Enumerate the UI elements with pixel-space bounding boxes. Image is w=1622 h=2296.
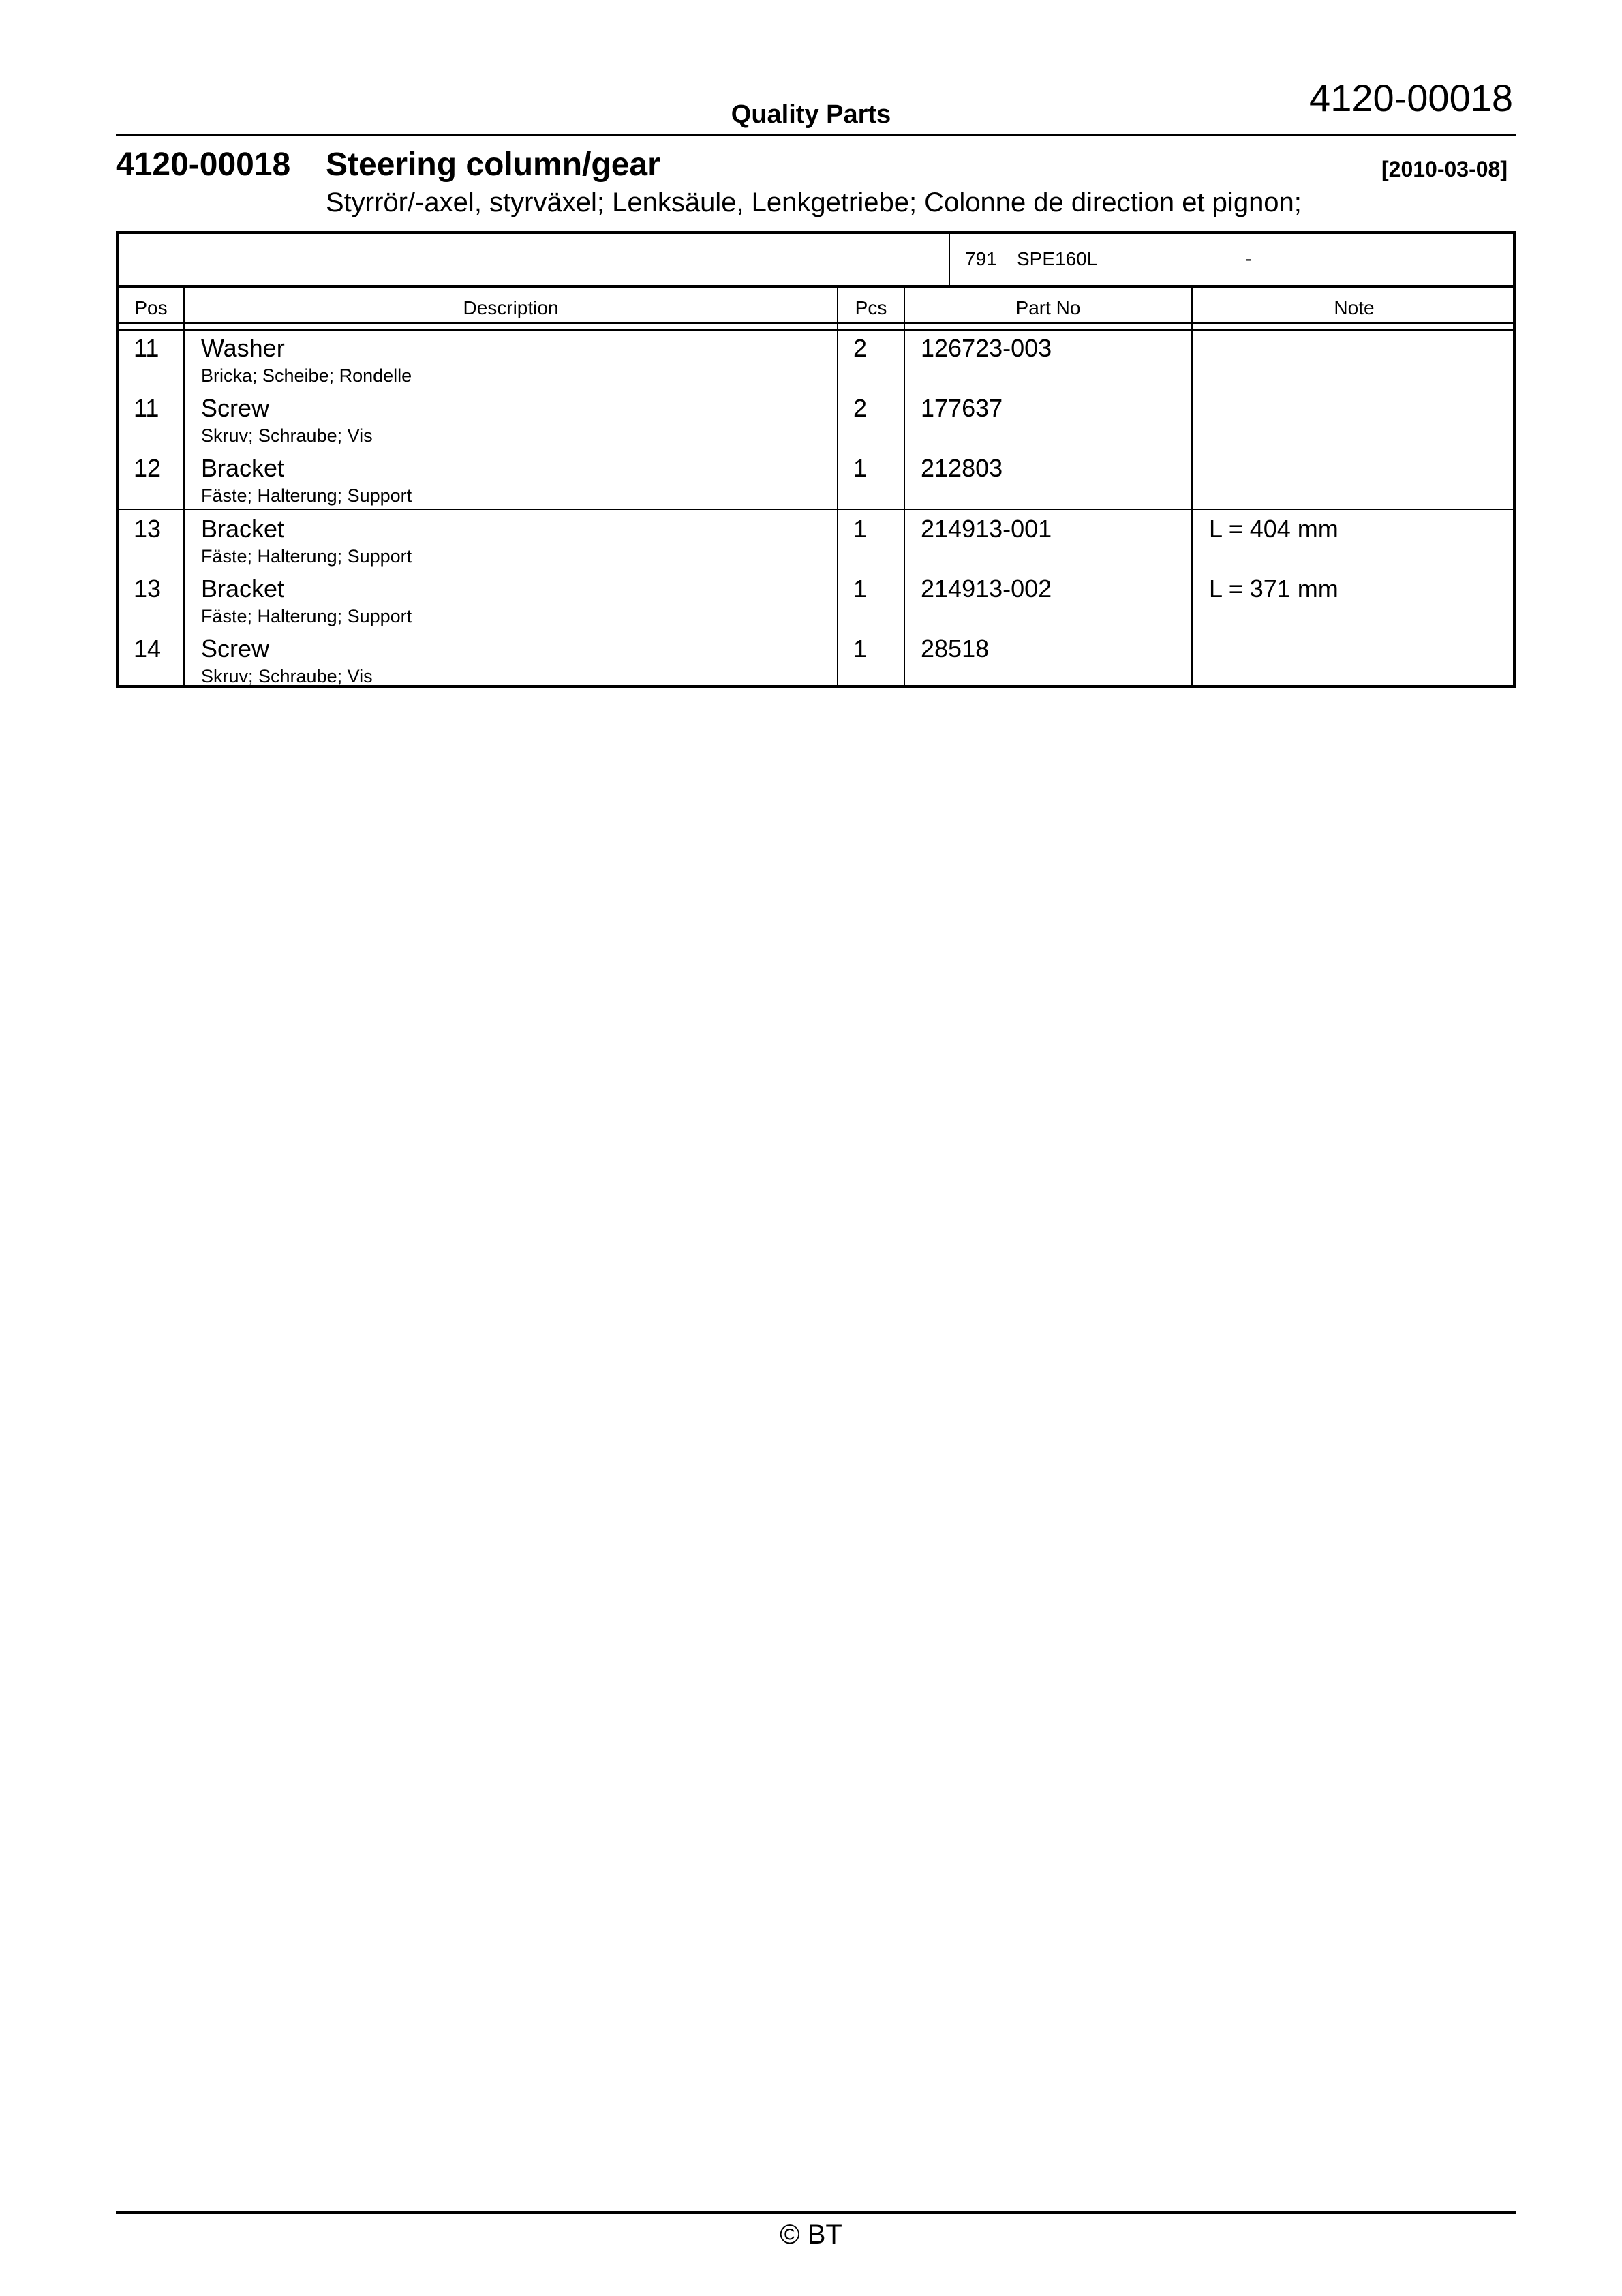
model-name: SPE160L: [1017, 248, 1098, 269]
header-page-code: 4120-00018: [1309, 76, 1513, 119]
model-separator: [949, 234, 950, 285]
row-pos: 12: [134, 454, 162, 482]
row-pos: 13: [134, 575, 162, 603]
model-number: 791: [965, 248, 997, 269]
row-pos: 11: [134, 334, 159, 362]
row-translations: Fäste; Halterung; Support: [201, 606, 412, 626]
table-row: [119, 451, 1513, 511]
group-code: 4120-00018: [116, 147, 291, 183]
model-rule: [119, 285, 1513, 288]
footer-rule: [116, 2211, 1516, 2214]
group-date: [2010-03-08]: [1381, 157, 1508, 181]
row-translations: Skruv; Schraube; Vis: [201, 666, 373, 686]
row-part-no: 126723-003: [921, 334, 1052, 362]
row-pos: 11: [134, 394, 159, 422]
footer-copyright: © BT: [780, 2220, 842, 2250]
row-translations: Fäste; Halterung; Support: [201, 546, 412, 567]
row-translations: Skruv; Schraube; Vis: [201, 425, 373, 446]
row-note: L = 371 mm: [1209, 575, 1338, 603]
row-translations: Bricka; Scheibe; Rondelle: [201, 365, 412, 386]
group-name: Steering column/gear: [326, 147, 660, 183]
row-name: Screw: [201, 635, 270, 663]
row-translations: Fäste; Halterung; Support: [201, 485, 412, 506]
table-row: [119, 391, 1513, 451]
row-pcs: 1: [853, 454, 868, 482]
table-row: [119, 571, 1513, 631]
row-pcs: 1: [853, 575, 868, 603]
header-title: Quality Parts: [731, 100, 891, 129]
col-header-description: Description: [463, 297, 559, 318]
row-name: Screw: [201, 394, 270, 422]
row-part-no: 28518: [921, 635, 990, 663]
row-pcs: 2: [853, 394, 868, 422]
row-name: Bracket: [201, 575, 285, 603]
header-rule: [116, 134, 1516, 136]
row-part-no: 177637: [921, 394, 1003, 422]
col-header-part-no: Part No: [1015, 297, 1081, 318]
table-row: [119, 511, 1513, 571]
row-part-no: 212803: [921, 454, 1003, 482]
model-range: -: [1245, 248, 1252, 269]
header-line-top: [119, 322, 1513, 324]
row-name: Bracket: [201, 515, 285, 543]
row-pos: 13: [134, 515, 162, 543]
parts-table: [116, 231, 1516, 688]
group-separator: [119, 509, 1513, 510]
row-pcs: 1: [853, 635, 868, 663]
group-translations: Styrrör/-axel, styrväxel; Lenksäule, Lenkgetriebe; Colonne de direction et pignon;: [326, 187, 1302, 217]
table-row: [119, 331, 1513, 391]
row-pcs: 2: [853, 334, 868, 362]
row-name: Bracket: [201, 454, 285, 482]
table-row: [119, 631, 1513, 691]
row-part-no: 214913-001: [921, 515, 1052, 543]
col-header-note: Note: [1334, 297, 1375, 318]
row-part-no: 214913-002: [921, 575, 1052, 603]
row-pcs: 1: [853, 515, 868, 543]
col-header-pcs: Pcs: [855, 297, 887, 318]
row-name: Washer: [201, 334, 285, 362]
col-header-pos: Pos: [134, 297, 168, 318]
row-pos: 14: [134, 635, 162, 663]
row-note: L = 404 mm: [1209, 515, 1338, 543]
